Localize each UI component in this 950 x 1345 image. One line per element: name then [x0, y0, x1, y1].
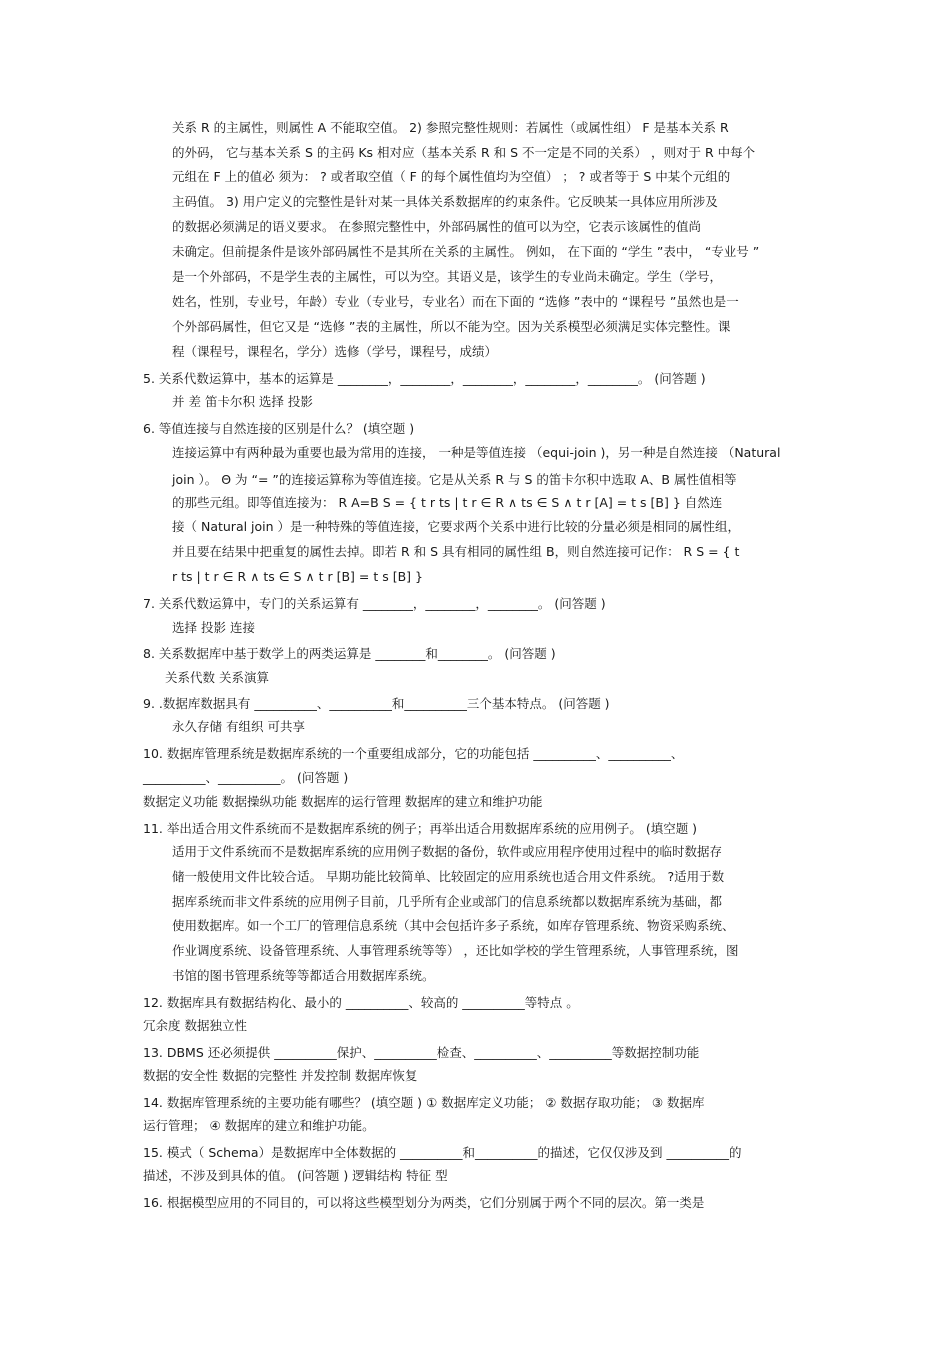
text-line: 储一般使用文件比较合适。 早期功能比较简单、比较固定的应用系统也适合用文件系统。 ?适用于数 — [172, 869, 725, 884]
question-5: 5. 关系代数运算中，基本的运算是 ________，________，________，________，________。 (问答题 ) — [143, 371, 706, 386]
text-line: 元组在 F 上的值必 须为： ? 或者取空值（ F 的每个属性值均为空值） ； ? 或者等于 S 中某个元组的 — [172, 169, 731, 184]
answer-9: 永久存储 有组织 可共享 — [172, 719, 305, 734]
text-line: 连接运算中有两种最为重要也最为常用的连接， 一种是等值连接 （equi-join )，另一种是自然连接 （Natural — [172, 445, 781, 460]
text-line: join ）。 Θ 为 “= ”的连接运算称为等值连接。它是从关系 R 与 S 的笛卡尔积中选取 A、B 属性值相等 — [172, 472, 737, 487]
text-line: 并且要在结果中把重复的属性去掉。即若 R 和 S 具有相同的属性组 B，则自然连接可记作： R S = { t — [172, 544, 740, 559]
question-7: 7. 关系代数运算中，专门的关系运算有 ________，________，________。 (问答题 ) — [143, 596, 606, 611]
text-line: 未确定。但前提条件是该外部码属性不是其所在关系的主属性。 例如， 在下面的 “学生 ”表中， “专业号 ” — [172, 244, 760, 259]
question-8: 8. 关系数据库中基于数学上的两类运算是 ________和________。 (问答题 ) — [143, 646, 556, 661]
text-line: __________、__________。 (问答题 ) — [143, 770, 349, 785]
question-9: 9. .数据库数据具有 __________、__________和__________三个基本特点。 (问答题 ) — [143, 696, 610, 711]
question-11: 11. 举出适合用文件系统而不是数据库系统的例子；再举出适合用数据库系统的应用例子。 (填空题 ) — [143, 821, 698, 836]
text-line: 使用数据库。如一个工厂的管理信息系统（其中会包括许多子系统，如库存管理系统、物资采购系统、 — [172, 918, 735, 933]
question-12: 12. 数据库具有数据结构化、最小的 __________、较高的 __________等特点 。 — [143, 995, 579, 1010]
answer-12: 冗余度 数据独立性 — [143, 1018, 247, 1033]
answer-5: 并 差 笛卡尔积 选择 投影 — [172, 394, 313, 409]
text-line: 作业调度系统、设备管理系统、人事管理系统等等） ，还比如学校的学生管理系统，人事管理系统，图 — [172, 943, 739, 958]
answer-10: 数据定义功能 数据操纵功能 数据库的运行管理 数据库的建立和维护功能 — [143, 794, 543, 809]
answer-8: 关系代数 关系演算 — [165, 670, 269, 685]
text-line: 适用于文件系统而不是数据库系统的应用例子数据的备份，软件或应用程序使用过程中的临时数据存 — [172, 844, 723, 859]
text-line: 接（ Natural join ）是一种特殊的等值连接，它要求两个关系中进行比较的分量必须是相同的属性组， — [172, 519, 741, 534]
text-line: r ts | t r ∈ R ∧ ts ∈ S ∧ t r [B] = t s [B] } — [172, 569, 423, 584]
text-line: 的外码， 它与基本关系 S 的主码 Ks 相对应（基本关系 R 和 S 不一定是不同的关系） ，则对于 R 中每个 — [172, 145, 756, 160]
text-line: 关系 R 的主属性，则属性 A 不能取空值。 2) 参照完整性规则：若属性（或属性组） F 是基本关系 R — [172, 120, 729, 135]
text-line: 描述，不涉及到具体的值。 (问答题 ) 逻辑结构 特征 型 — [143, 1168, 448, 1183]
text-line: 个外部码属性，但它又是 “选修 ”表的主属性，所以不能为空。因为关系模型必须满足实体完整性。课 — [172, 319, 731, 334]
answer-13: 数据的安全性 数据的完整性 并发控制 数据库恢复 — [143, 1068, 418, 1083]
text-line: 据库系统而非文件系统的应用例子目前，几乎所有企业或部门的信息系统都以数据库系统为基础，都 — [172, 894, 723, 909]
question-14: 14. 数据库管理系统的主要功能有哪些？ (填空题 ) ① 数据库定义功能； ② 数据存取功能； ③ 数据库 — [143, 1095, 705, 1110]
question-10: 10. 数据库管理系统是数据库系统的一个重要组成部分，它的功能包括 __________、__________、 — [143, 746, 684, 761]
text-line: 主码值。 3) 用户定义的完整性是针对某一具体关系数据库的约束条件。它反映某一具体应用所涉及 — [172, 194, 718, 209]
text-line: 是一个外部码，不是学生表的主属性，可以为空。其语义是，该学生的专业尚未确定。学生（学号， — [172, 269, 723, 284]
question-6: 6. 等值连接与自然连接的区别是什么？ (填空题 ) — [143, 421, 415, 436]
question-15: 15. 模式（ Schema）是数据库中全体数据的 __________和__________的描述，它仅仅涉及到 __________的 — [143, 1145, 742, 1160]
text-line: 姓名，性别，专业号，年龄）专业（专业号，专业名）而在下面的 “选修 ”表中的 “课程号 ”虽然也是一 — [172, 294, 739, 309]
text-line: 书馆的图书管理系统等等都适合用数据库系统。 — [172, 968, 435, 983]
question-13: 13. DBMS 还必须提供 __________保护、__________检查、__________、__________等数据控制功能 — [143, 1045, 700, 1060]
text-line: 运行管理； ④ 数据库的建立和维护功能。 — [143, 1118, 375, 1133]
text-line: 程（课程号，课程名，学分）选修（学号，课程号，成绩） — [172, 344, 498, 359]
question-16: 16. 根据模型应用的不同目的，可以将这些模型划分为两类，它们分别属于两个不同的层次。第一类是 — [143, 1195, 705, 1210]
text-line: 的数据必须满足的语义要求。 在参照完整性中，外部码属性的值可以为空，它表示该属性的值尚 — [172, 219, 701, 234]
text-line: 的那些元组。即等值连接为： R A=B S = { t r ts | t r ∈ R ∧ ts ∈ S ∧ t r [A] = t s [B] } 自然连 — [172, 495, 723, 510]
answer-7: 选择 投影 连接 — [172, 620, 255, 635]
